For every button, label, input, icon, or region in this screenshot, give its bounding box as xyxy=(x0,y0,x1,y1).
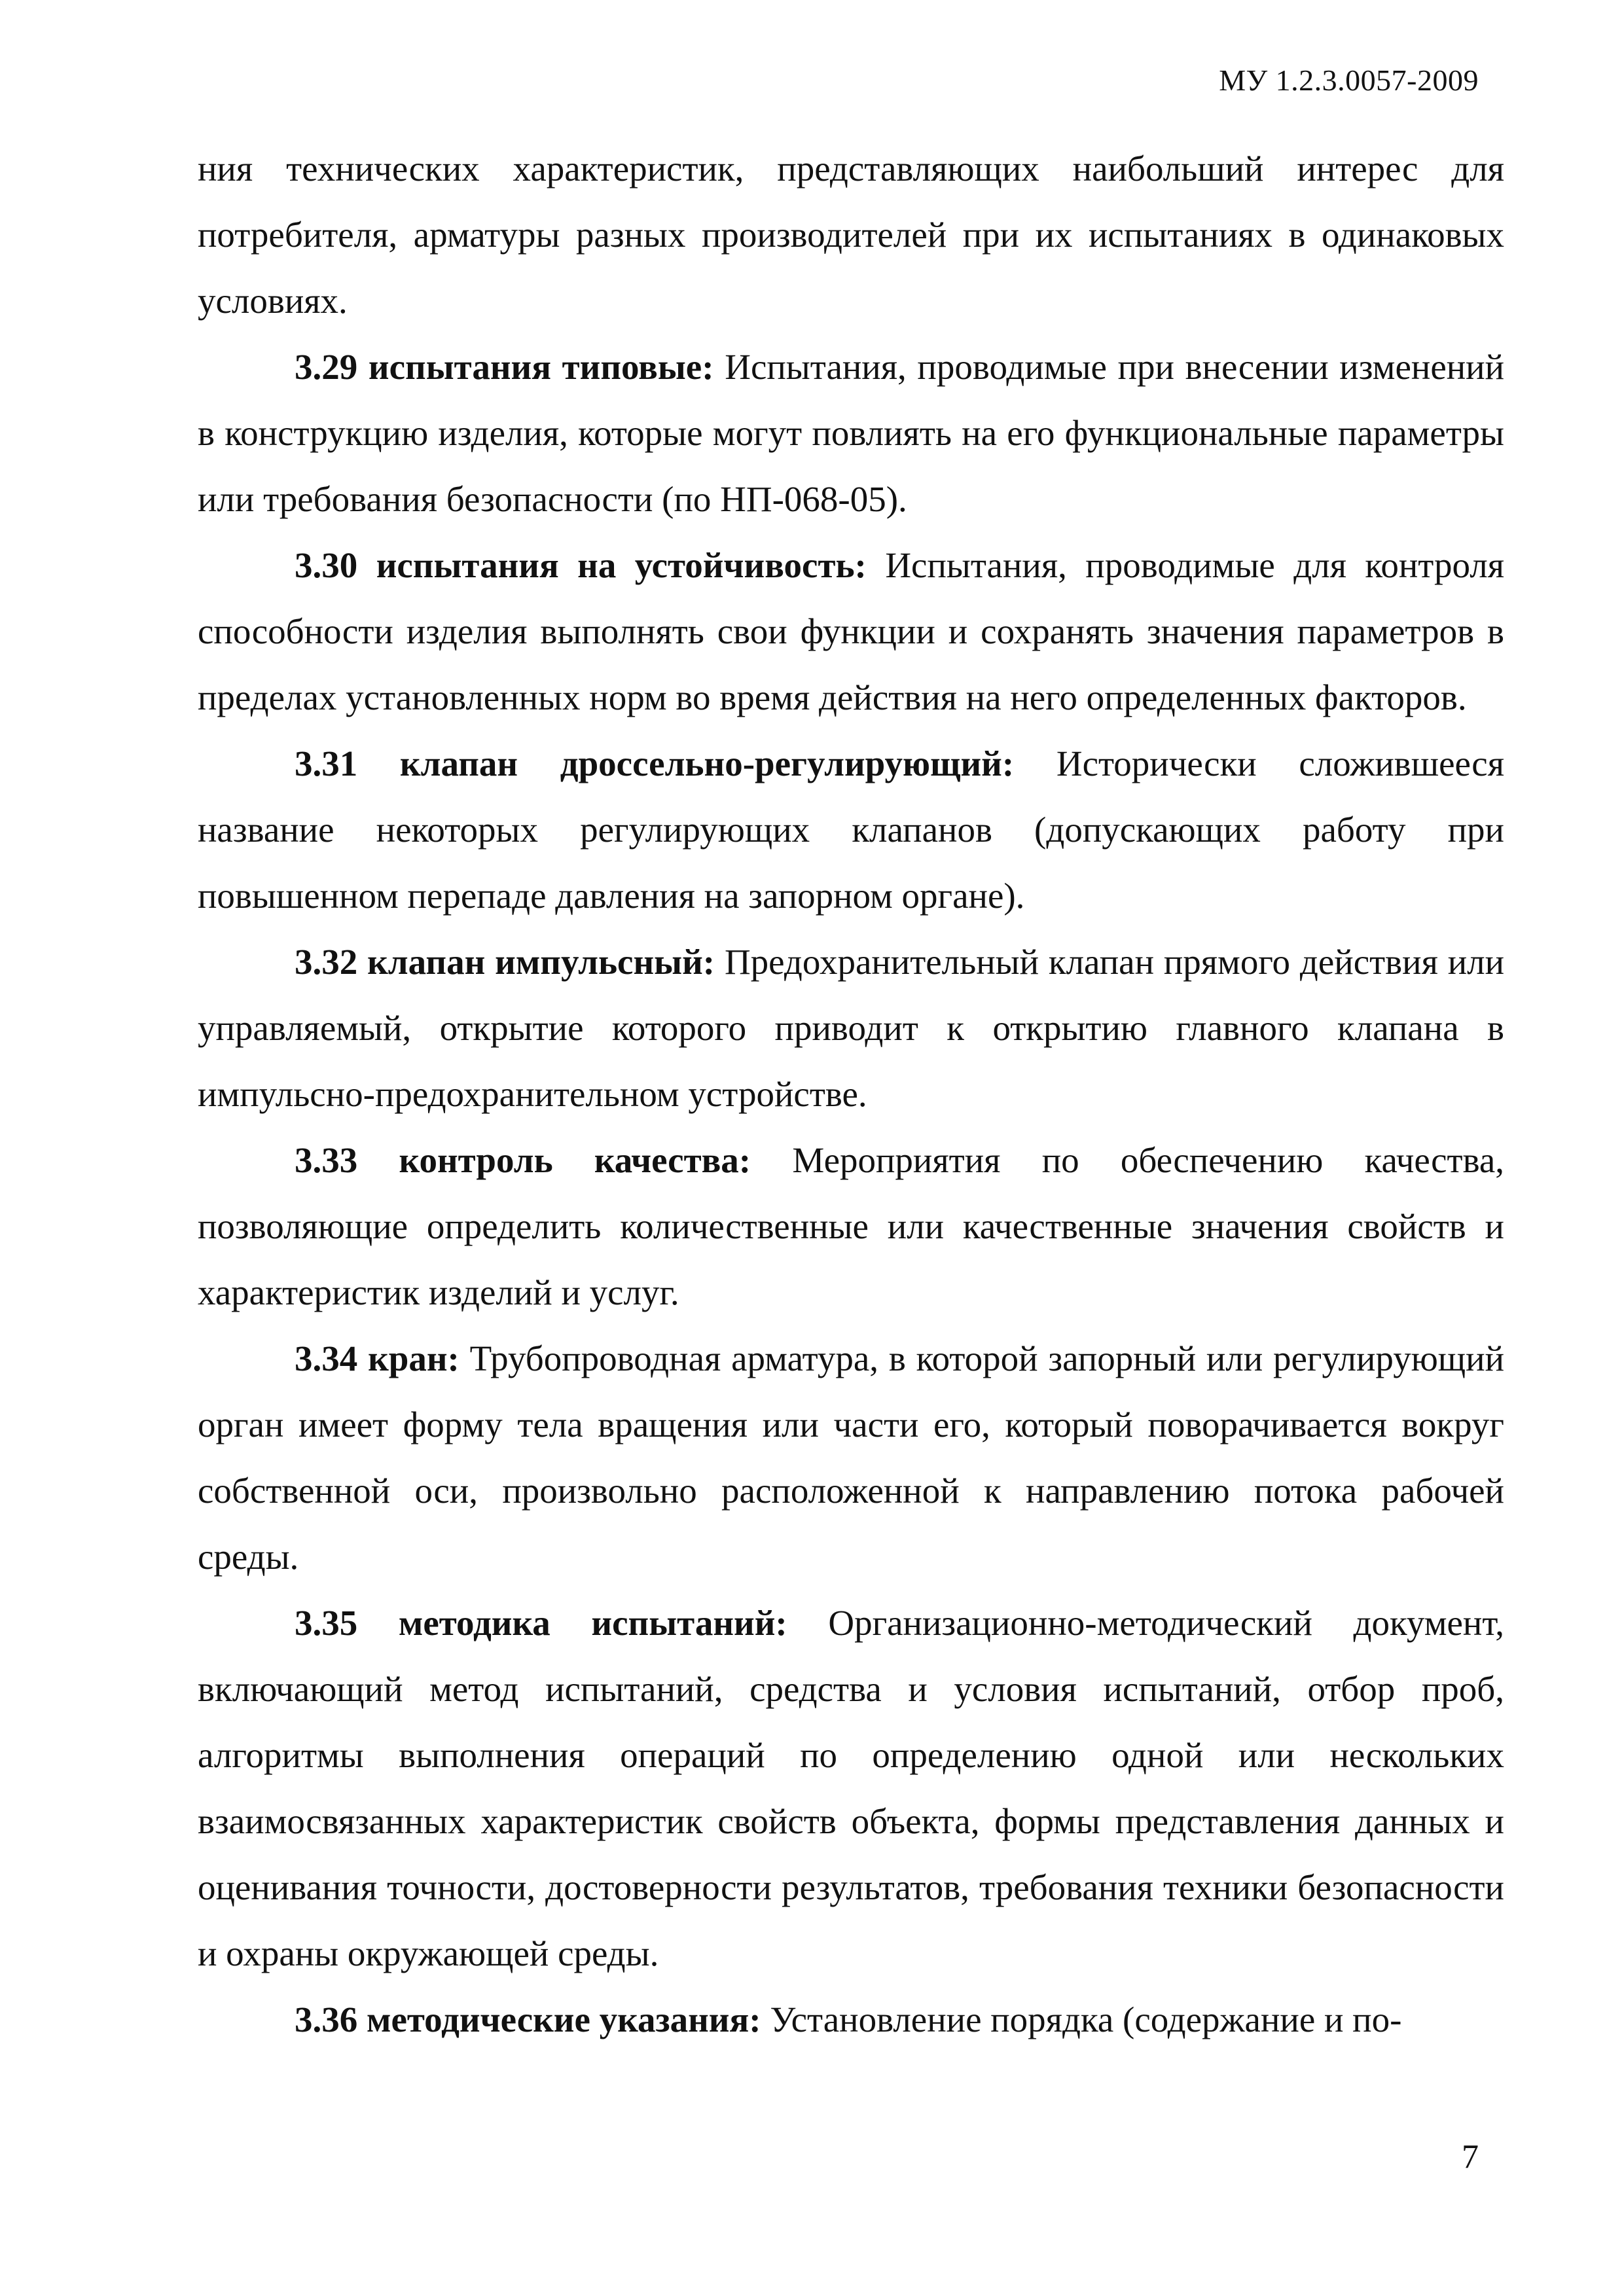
term-number: 3.30 xyxy=(295,545,358,585)
term-number: 3.36 xyxy=(295,2000,358,2039)
term-definition: Мероприятия по обеспечению качества, позволяющие определить количественные или качественные значения свойств и характеристик изделий и услуг. xyxy=(198,1140,1505,1312)
term-number: 3.32 xyxy=(295,942,358,982)
term-3-30 xyxy=(198,532,1504,730)
continued-paragraph xyxy=(198,135,1504,334)
term-name: испытания типовые: xyxy=(368,347,714,387)
term-definition: Установление порядка (содержание и по- xyxy=(770,2000,1402,2039)
term-number: 3.33 xyxy=(295,1140,358,1180)
term-3-29 xyxy=(198,334,1504,532)
term-3-31 xyxy=(198,730,1504,929)
term-number: 3.29 xyxy=(295,347,358,387)
term-definition: Исторически сложившееся название некоторых регулирующих клапанов (допускающих работу при повышенном перепаде давления на запорном органе). xyxy=(198,744,1505,916)
term-number: 3.35 xyxy=(295,1603,358,1643)
term-definition: Испытания, проводимые для контроля способности изделия выполнять свои функции и сохранять значения параметров в пределах установленных норм во время действия на него определенных факторов. xyxy=(198,545,1505,717)
term-name: контроль качества: xyxy=(399,1140,751,1180)
term-3-34 xyxy=(198,1325,1504,1590)
page-number: 7 xyxy=(1462,2138,1479,2176)
term-3-33 xyxy=(198,1127,1504,1325)
term-name: методика испытаний: xyxy=(398,1603,787,1643)
term-name: клапан дроссельно-регулирующий: xyxy=(399,744,1015,783)
document-code: МУ 1.2.3.0057-2009 xyxy=(1219,63,1479,97)
term-name: кран: xyxy=(368,1338,460,1378)
term-3-32 xyxy=(198,929,1504,1127)
term-3-36 xyxy=(198,1986,1504,2053)
term-name: испытания на устойчивость: xyxy=(376,545,867,585)
document-body xyxy=(198,135,1504,2053)
term-3-35 xyxy=(198,1590,1504,1986)
term-name: клапан импульсный: xyxy=(367,942,715,982)
term-number: 3.34 xyxy=(295,1338,358,1378)
term-definition: Организационно-методический документ, включающий метод испытаний, средства и условия испытаний, отбор проб, алгоритмы выполнения операций по определению одной или нескольких взаимосвязанных характеристик свойств объекта, формы представления данных и оценивания точности, достоверности результатов, требования техники безопасности и охраны окружающей среды. xyxy=(198,1603,1504,1973)
term-number: 3.31 xyxy=(295,744,358,783)
paragraph-text: ния технических характеристик, представляющих наибольший интерес для потребителя, арматуры разных производителей при их испытаниях в одинаковых условиях. xyxy=(198,149,1504,321)
term-definition: Трубопроводная арматура, в которой запорный или регулирующий орган имеет форму тела вращения или части его, который поворачивается вокруг собственной оси, произвольно расположенной к направлению потока рабочей среды. xyxy=(198,1338,1505,1577)
term-name: методические указания: xyxy=(367,2000,761,2039)
term-definition: Предохранительный клапан прямого действия или управляемый, открытие которого приводит к открытию главного клапана в импульсно-предохранительном устройстве. xyxy=(198,942,1505,1114)
term-definition: Испытания, проводимые при внесении изменений в конструкцию изделия, которые могут повлиять на его функциональные параметры или требования безопасности (по НП-068-05). xyxy=(198,347,1505,519)
